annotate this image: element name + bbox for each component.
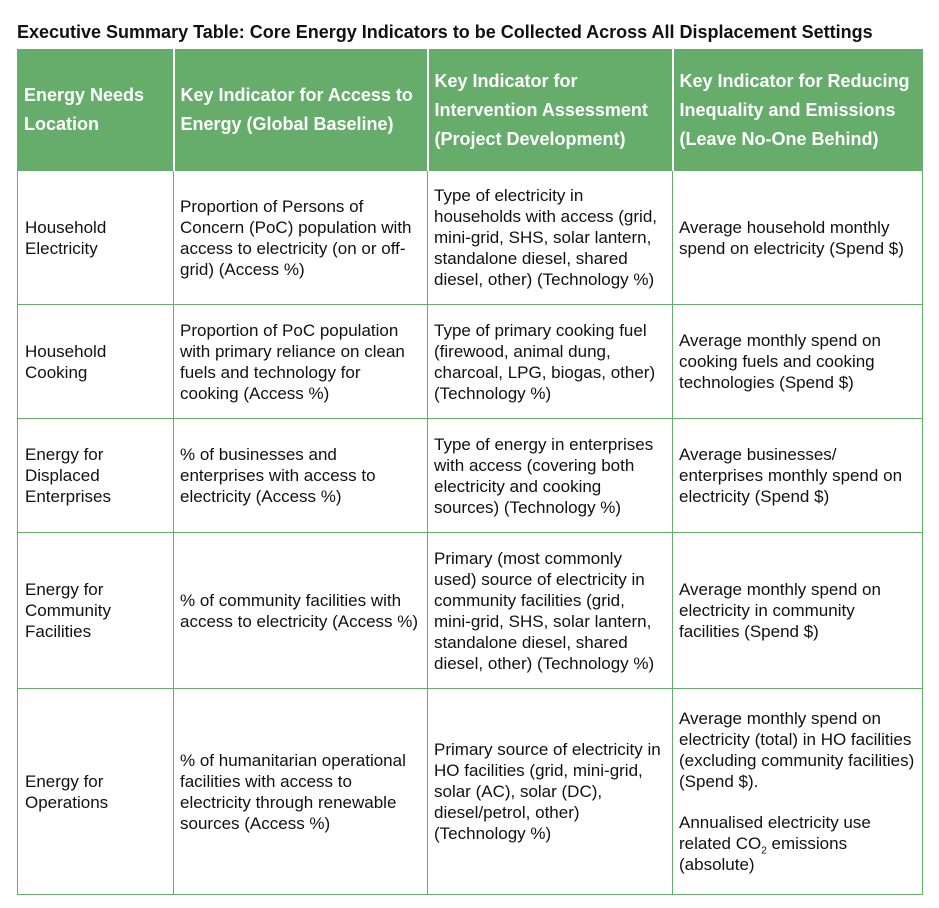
- emissions-subscript: 2: [761, 845, 767, 857]
- cell-location: Energy for Displaced Enterprises: [18, 419, 174, 533]
- cell-inequality: Average businesses/ enterprises monthly spend on electricity (Spend $): [673, 419, 923, 533]
- cell-access: % of community facilities with access to electricity (Access %): [174, 533, 428, 689]
- table-row: [18, 689, 923, 895]
- table-row: [18, 305, 923, 419]
- cell-inequality: Average monthly spend on cooking fuels and cooking technologies (Spend $): [673, 305, 923, 419]
- table-row: [18, 171, 923, 305]
- header-inequality: Key Indicator for Reducing Inequality and Emissions (Leave No-One Behind): [673, 50, 923, 171]
- cell-inequality: Average household monthly spend on electricity (Spend $): [673, 171, 923, 305]
- cell-intervention: Type of primary cooking fuel (firewood, animal dung, charcoal, LPG, biogas, other) (Technology %): [428, 305, 673, 419]
- table-title: Executive Summary Table: Core Energy Indicators to be Collected Across All Displacement Settings: [17, 22, 873, 42]
- table-row: [18, 533, 923, 689]
- emissions-text-pre: Annualised electricity use related CO: [679, 813, 871, 853]
- cell-access: Proportion of PoC population with primary reliance on clean fuels and technology for cooking (Access %): [174, 305, 428, 419]
- cell-intervention: Type of electricity in households with access (grid, mini-grid, SHS, solar lantern, standalone diesel, shared diesel, other) (Technology %): [428, 171, 673, 305]
- paragraph-gap: [679, 792, 916, 812]
- cell-location: Household Cooking: [18, 305, 174, 419]
- inequality-spend-text: Average monthly spend on electricity (total) in HO facilities (excluding community facilities) (Spend $).: [679, 709, 915, 791]
- header-intervention: Key Indicator for Intervention Assessment (Project Development): [428, 50, 673, 171]
- cell-intervention: Primary source of electricity in HO facilities (grid, mini-grid, solar (AC), solar (DC), diesel/petrol, other) (Technology %): [428, 689, 673, 895]
- cell-intervention: Primary (most commonly used) source of electricity in community facilities (grid, mini-grid, SHS, solar lantern, standalone diesel, shared diesel, other) (Technology %): [428, 533, 673, 689]
- header-access: Key Indicator for Access to Energy (Global Baseline): [174, 50, 428, 171]
- indicators-table: [17, 49, 923, 895]
- cell-location: Energy for Operations: [18, 689, 174, 895]
- cell-inequality: [673, 689, 923, 895]
- cell-location: Household Electricity: [18, 171, 174, 305]
- cell-location: Energy for Community Facilities: [18, 533, 174, 689]
- emissions-text-post: emissions (absolute): [679, 834, 848, 874]
- cell-intervention: Type of energy in enterprises with access (covering both electricity and cooking sources) (Technology %): [428, 419, 673, 533]
- header-location: Energy Needs Location: [18, 50, 174, 171]
- inequality-emissions-text: [679, 812, 916, 875]
- cell-access: % of businesses and enterprises with access to electricity (Access %): [174, 419, 428, 533]
- table-row: [18, 419, 923, 533]
- cell-access: % of humanitarian operational facilities with access to electricity through renewable sources (Access %): [174, 689, 428, 895]
- cell-access: Proportion of Persons of Concern (PoC) population with access to electricity (on or off-grid) (Access %): [174, 171, 428, 305]
- header-row: [18, 50, 923, 171]
- cell-inequality: Average monthly spend on electricity in community facilities (Spend $): [673, 533, 923, 689]
